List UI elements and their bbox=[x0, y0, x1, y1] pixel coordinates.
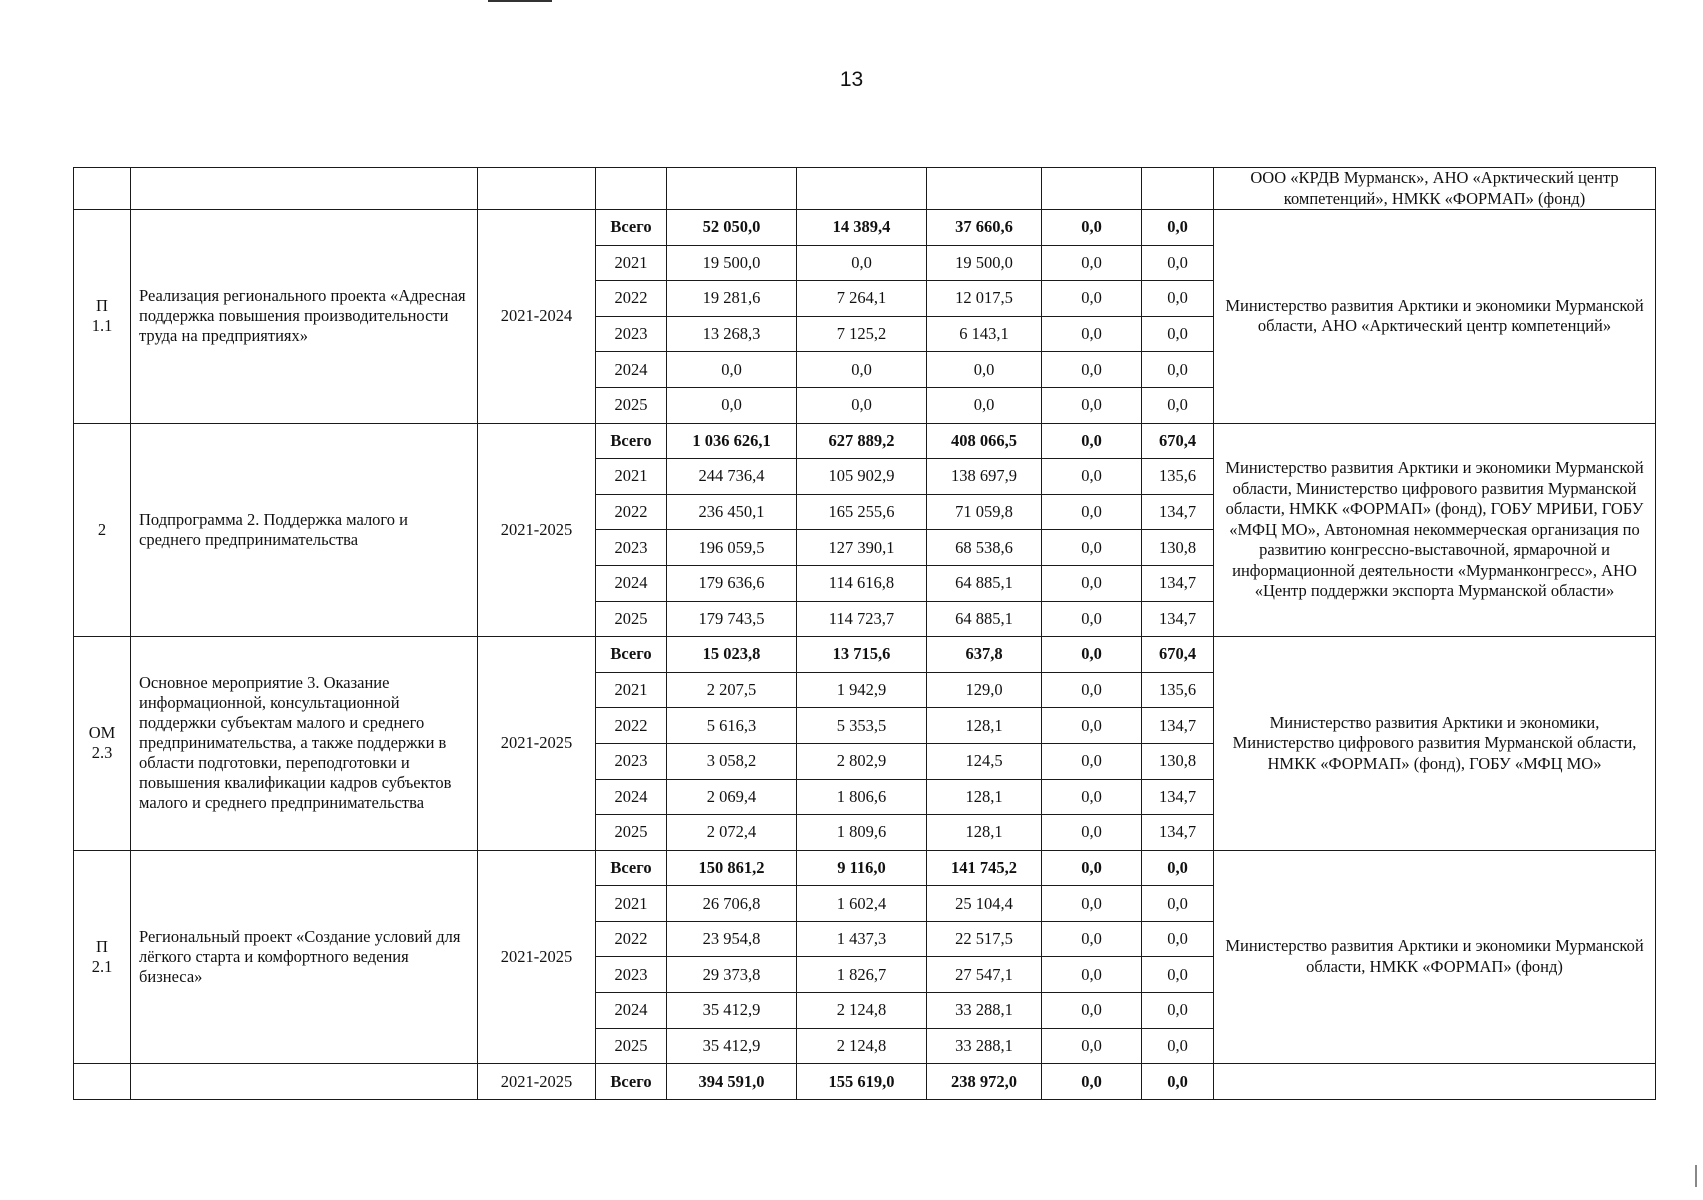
amount-cell: 26 706,8 bbox=[667, 886, 797, 922]
amount-cell: 0,0 bbox=[1042, 1028, 1142, 1064]
year-cell: Всего bbox=[596, 1064, 667, 1100]
amount-cell: 7 264,1 bbox=[797, 281, 927, 317]
amount-cell: 15 023,8 bbox=[667, 637, 797, 673]
empty-cell bbox=[74, 1064, 131, 1100]
amount-cell: 0,0 bbox=[1042, 245, 1142, 281]
amount-cell: 1 036 626,1 bbox=[667, 423, 797, 459]
amount-cell: 5 353,5 bbox=[797, 708, 927, 744]
amount-cell: 130,8 bbox=[1142, 743, 1214, 779]
amount-cell: 127 390,1 bbox=[797, 530, 927, 566]
amount-cell: 35 412,9 bbox=[667, 1028, 797, 1064]
amount-cell: 130,8 bbox=[1142, 530, 1214, 566]
amount-cell: 0,0 bbox=[1142, 352, 1214, 388]
amount-cell: 129,0 bbox=[927, 672, 1042, 708]
amount-cell: 179 743,5 bbox=[667, 601, 797, 637]
amount-cell: 196 059,5 bbox=[667, 530, 797, 566]
year-cell: 2022 bbox=[596, 921, 667, 957]
amount-cell: 0,0 bbox=[1042, 743, 1142, 779]
amount-cell: 0,0 bbox=[1142, 850, 1214, 886]
amount-cell: 0,0 bbox=[1042, 850, 1142, 886]
edge-mark bbox=[1695, 1165, 1697, 1187]
empty-cell bbox=[927, 168, 1042, 210]
row-code-text: 2 bbox=[97, 519, 107, 539]
amount-cell: 0,0 bbox=[1042, 565, 1142, 601]
year-cell: 2021 bbox=[596, 245, 667, 281]
year-cell: 2021 bbox=[596, 886, 667, 922]
table-row bbox=[74, 850, 1656, 886]
amount-cell: 0,0 bbox=[1042, 210, 1142, 246]
period-cell: 2021-2024 bbox=[478, 210, 596, 424]
amount-cell: 0,0 bbox=[1042, 993, 1142, 1029]
amount-cell: 408 066,5 bbox=[927, 423, 1042, 459]
amount-cell: 0,0 bbox=[1042, 387, 1142, 423]
table-row bbox=[74, 637, 1656, 673]
year-cell: 2023 bbox=[596, 957, 667, 993]
amount-cell: 0,0 bbox=[1042, 494, 1142, 530]
amount-cell: 0,0 bbox=[1042, 281, 1142, 317]
year-cell: 2021 bbox=[596, 672, 667, 708]
period-cell: 2021-2025 bbox=[478, 1064, 596, 1100]
empty-cell bbox=[797, 168, 927, 210]
amount-cell: 135,6 bbox=[1142, 459, 1214, 495]
amount-cell: 0,0 bbox=[797, 352, 927, 388]
amount-cell: 7 125,2 bbox=[797, 316, 927, 352]
amount-cell: 0,0 bbox=[1042, 423, 1142, 459]
row-code-text: ОМ 2.3 bbox=[88, 723, 116, 763]
amount-cell: 1 437,3 bbox=[797, 921, 927, 957]
measure-name: Реализация регионального проекта «Адресная поддержка повышения производительности труда на предприятиях» bbox=[131, 210, 478, 424]
amount-cell: 0,0 bbox=[797, 245, 927, 281]
row-code bbox=[74, 210, 131, 424]
amount-cell: 2 802,9 bbox=[797, 743, 927, 779]
year-cell: 2025 bbox=[596, 387, 667, 423]
amount-cell: 19 281,6 bbox=[667, 281, 797, 317]
amount-cell: 27 547,1 bbox=[927, 957, 1042, 993]
amount-cell: 155 619,0 bbox=[797, 1064, 927, 1100]
year-cell: 2022 bbox=[596, 708, 667, 744]
amount-cell: 670,4 bbox=[1142, 423, 1214, 459]
amount-cell: 2 072,4 bbox=[667, 815, 797, 851]
empty-cell bbox=[131, 168, 478, 210]
amount-cell: 135,6 bbox=[1142, 672, 1214, 708]
year-cell: 2025 bbox=[596, 1028, 667, 1064]
budget-table bbox=[73, 167, 1656, 1100]
executor-cell: Министерство развития Арктики и экономики Мурманской области, АНО «Арктический центр компетенций» bbox=[1214, 210, 1656, 424]
amount-cell: 0,0 bbox=[1042, 459, 1142, 495]
measure-name: Основное мероприятие 3. Оказание информационной, консультационной поддержки субъектам малого и среднего предпринимательства, а также поддержки в области подготовки, переподготовки и повышения квалификации кадров субъектов малого и среднего предпринимательства bbox=[131, 637, 478, 851]
amount-cell: 0,0 bbox=[1042, 316, 1142, 352]
amount-cell: 0,0 bbox=[1042, 672, 1142, 708]
budget-table-body bbox=[74, 168, 1656, 1100]
amount-cell: 0,0 bbox=[1042, 886, 1142, 922]
empty-cell bbox=[1142, 168, 1214, 210]
amount-cell: 13 715,6 bbox=[797, 637, 927, 673]
year-cell: 2022 bbox=[596, 281, 667, 317]
amount-cell: 12 017,5 bbox=[927, 281, 1042, 317]
amount-cell: 134,7 bbox=[1142, 565, 1214, 601]
amount-cell: 134,7 bbox=[1142, 494, 1214, 530]
empty-cell bbox=[131, 1064, 478, 1100]
amount-cell: 114 616,8 bbox=[797, 565, 927, 601]
amount-cell: 71 059,8 bbox=[927, 494, 1042, 530]
amount-cell: 13 268,3 bbox=[667, 316, 797, 352]
amount-cell: 68 538,6 bbox=[927, 530, 1042, 566]
empty-cell bbox=[1214, 1064, 1656, 1100]
top-edge-mark bbox=[488, 0, 552, 2]
continuation-row bbox=[74, 168, 1656, 210]
amount-cell: 2 207,5 bbox=[667, 672, 797, 708]
amount-cell: 1 806,6 bbox=[797, 779, 927, 815]
amount-cell: 19 500,0 bbox=[927, 245, 1042, 281]
amount-cell: 0,0 bbox=[667, 387, 797, 423]
amount-cell: 33 288,1 bbox=[927, 1028, 1042, 1064]
year-cell: 2024 bbox=[596, 993, 667, 1029]
amount-cell: 23 954,8 bbox=[667, 921, 797, 957]
table-row bbox=[74, 210, 1656, 246]
year-cell: Всего bbox=[596, 210, 667, 246]
year-cell: 2025 bbox=[596, 815, 667, 851]
amount-cell: 1 942,9 bbox=[797, 672, 927, 708]
amount-cell: 2 069,4 bbox=[667, 779, 797, 815]
amount-cell: 19 500,0 bbox=[667, 245, 797, 281]
amount-cell: 3 058,2 bbox=[667, 743, 797, 779]
executor-cell: Министерство развития Арктики и экономики Мурманской области, Министерство цифрового развития Мурманской области, НМКК «ФОРМАП» (фонд), ГОБУ МРИБИ, ГОБУ «МФЦ МО», Автономная некоммерческая организация по развитию конгрессно-выставочной, ярмарочной и информационной деятельности «Мурманконгресс», АНО «Центр поддержки экспорта Мурманской области» bbox=[1214, 423, 1656, 637]
executor-cell: ООО «КРДВ Мурманск», АНО «Арктический центр компетенций», НМКК «ФОРМАП» (фонд) bbox=[1214, 168, 1656, 210]
amount-cell: 29 373,8 bbox=[667, 957, 797, 993]
amount-cell: 0,0 bbox=[927, 387, 1042, 423]
measure-name: Региональный проект «Создание условий для лёгкого старта и комфортного ведения бизнеса» bbox=[131, 850, 478, 1064]
year-cell: 2024 bbox=[596, 565, 667, 601]
amount-cell: 0,0 bbox=[1042, 921, 1142, 957]
amount-cell: 134,7 bbox=[1142, 779, 1214, 815]
amount-cell: 179 636,6 bbox=[667, 565, 797, 601]
period-cell: 2021-2025 bbox=[478, 850, 596, 1064]
year-cell: 2024 bbox=[596, 779, 667, 815]
row-code bbox=[74, 850, 131, 1064]
amount-cell: 2 124,8 bbox=[797, 993, 927, 1029]
amount-cell: 0,0 bbox=[1142, 1028, 1214, 1064]
amount-cell: 134,7 bbox=[1142, 601, 1214, 637]
amount-cell: 0,0 bbox=[1142, 387, 1214, 423]
empty-cell bbox=[1042, 168, 1142, 210]
amount-cell: 22 517,5 bbox=[927, 921, 1042, 957]
amount-cell: 35 412,9 bbox=[667, 993, 797, 1029]
amount-cell: 0,0 bbox=[1042, 637, 1142, 673]
amount-cell: 627 889,2 bbox=[797, 423, 927, 459]
amount-cell: 0,0 bbox=[1142, 921, 1214, 957]
amount-cell: 134,7 bbox=[1142, 708, 1214, 744]
year-cell: 2022 bbox=[596, 494, 667, 530]
year-cell: 2023 bbox=[596, 316, 667, 352]
amount-cell: 14 389,4 bbox=[797, 210, 927, 246]
amount-cell: 238 972,0 bbox=[927, 1064, 1042, 1100]
amount-cell: 394 591,0 bbox=[667, 1064, 797, 1100]
executor-cell: Министерство развития Арктики и экономики, Министерство цифрового развития Мурманской области, НМКК «ФОРМАП» (фонд), ГОБУ «МФЦ МО» bbox=[1214, 637, 1656, 851]
amount-cell: 25 104,4 bbox=[927, 886, 1042, 922]
grand-total-row bbox=[74, 1064, 1656, 1100]
period-cell: 2021-2025 bbox=[478, 637, 596, 851]
amount-cell: 1 602,4 bbox=[797, 886, 927, 922]
amount-cell: 52 050,0 bbox=[667, 210, 797, 246]
amount-cell: 9 116,0 bbox=[797, 850, 927, 886]
amount-cell: 0,0 bbox=[927, 352, 1042, 388]
amount-cell: 0,0 bbox=[1042, 779, 1142, 815]
year-cell: Всего bbox=[596, 850, 667, 886]
amount-cell: 114 723,7 bbox=[797, 601, 927, 637]
row-code-text: П 2.1 bbox=[91, 936, 113, 976]
amount-cell: 5 616,3 bbox=[667, 708, 797, 744]
year-cell: 2023 bbox=[596, 530, 667, 566]
year-cell: 2024 bbox=[596, 352, 667, 388]
amount-cell: 64 885,1 bbox=[927, 601, 1042, 637]
page-number: 13 bbox=[839, 68, 864, 91]
amount-cell: 0,0 bbox=[1142, 1064, 1214, 1100]
amount-cell: 128,1 bbox=[927, 779, 1042, 815]
empty-cell bbox=[596, 168, 667, 210]
year-cell: 2023 bbox=[596, 743, 667, 779]
amount-cell: 33 288,1 bbox=[927, 993, 1042, 1029]
amount-cell: 0,0 bbox=[1042, 352, 1142, 388]
empty-cell bbox=[667, 168, 797, 210]
amount-cell: 0,0 bbox=[1042, 601, 1142, 637]
amount-cell: 0,0 bbox=[1142, 993, 1214, 1029]
executor-cell: Министерство развития Арктики и экономики Мурманской области, НМКК «ФОРМАП» (фонд) bbox=[1214, 850, 1656, 1064]
empty-cell bbox=[74, 168, 131, 210]
amount-cell: 128,1 bbox=[927, 708, 1042, 744]
amount-cell: 1 809,6 bbox=[797, 815, 927, 851]
amount-cell: 134,7 bbox=[1142, 815, 1214, 851]
measure-name: Подпрограмма 2. Поддержка малого и среднего предпринимательства bbox=[131, 423, 478, 637]
year-cell: 2025 bbox=[596, 601, 667, 637]
amount-cell: 37 660,6 bbox=[927, 210, 1042, 246]
period-cell: 2021-2025 bbox=[478, 423, 596, 637]
empty-cell bbox=[478, 168, 596, 210]
amount-cell: 165 255,6 bbox=[797, 494, 927, 530]
year-cell: Всего bbox=[596, 423, 667, 459]
amount-cell: 0,0 bbox=[1142, 316, 1214, 352]
amount-cell: 0,0 bbox=[1042, 708, 1142, 744]
year-cell: 2021 bbox=[596, 459, 667, 495]
amount-cell: 128,1 bbox=[927, 815, 1042, 851]
amount-cell: 141 745,2 bbox=[927, 850, 1042, 886]
row-code bbox=[74, 423, 131, 637]
year-cell: Всего bbox=[596, 637, 667, 673]
amount-cell: 236 450,1 bbox=[667, 494, 797, 530]
amount-cell: 64 885,1 bbox=[927, 565, 1042, 601]
amount-cell: 670,4 bbox=[1142, 637, 1214, 673]
amount-cell: 637,8 bbox=[927, 637, 1042, 673]
row-code bbox=[74, 637, 131, 851]
amount-cell: 124,5 bbox=[927, 743, 1042, 779]
amount-cell: 0,0 bbox=[1142, 957, 1214, 993]
amount-cell: 0,0 bbox=[667, 352, 797, 388]
amount-cell: 0,0 bbox=[1142, 210, 1214, 246]
amount-cell: 138 697,9 bbox=[927, 459, 1042, 495]
amount-cell: 0,0 bbox=[1142, 281, 1214, 317]
amount-cell: 0,0 bbox=[1142, 886, 1214, 922]
amount-cell: 244 736,4 bbox=[667, 459, 797, 495]
table-row bbox=[74, 423, 1656, 459]
amount-cell: 150 861,2 bbox=[667, 850, 797, 886]
amount-cell: 0,0 bbox=[1042, 815, 1142, 851]
amount-cell: 0,0 bbox=[797, 387, 927, 423]
amount-cell: 0,0 bbox=[1042, 957, 1142, 993]
amount-cell: 2 124,8 bbox=[797, 1028, 927, 1064]
amount-cell: 6 143,1 bbox=[927, 316, 1042, 352]
amount-cell: 0,0 bbox=[1042, 1064, 1142, 1100]
amount-cell: 0,0 bbox=[1042, 530, 1142, 566]
row-code-text: П 1.1 bbox=[91, 296, 113, 336]
amount-cell: 105 902,9 bbox=[797, 459, 927, 495]
amount-cell: 1 826,7 bbox=[797, 957, 927, 993]
amount-cell: 0,0 bbox=[1142, 245, 1214, 281]
